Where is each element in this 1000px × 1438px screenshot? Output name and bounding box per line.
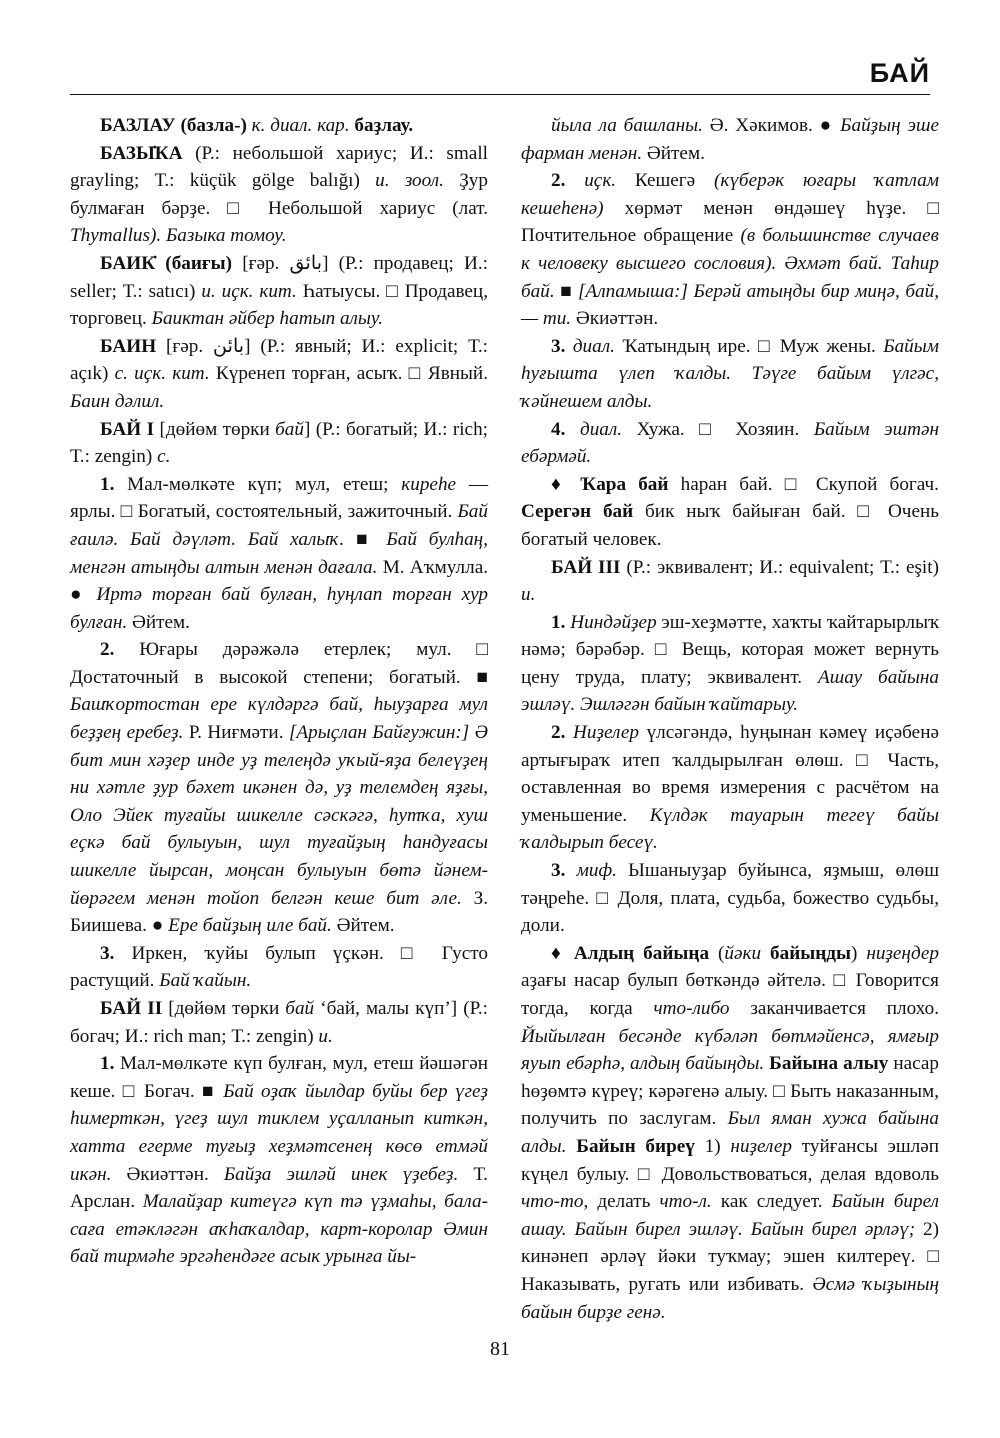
body-text: бик ныҡ байыған бай. □ Очень богатый человек. xyxy=(521,501,939,550)
body-text: Күренеп торған, асыҡ. □ Явный. xyxy=(209,363,488,385)
entry-paragraph xyxy=(521,554,939,609)
italic-text: Йыйылған бесәнде күбәләп бөтмәйенсә, ямғыр яуып ебәрһә, алдың байыңды. xyxy=(521,1025,939,1075)
headword-text: 2. xyxy=(100,639,140,661)
entry-paragraph xyxy=(70,250,488,333)
italic-text: и. xyxy=(521,584,536,606)
italic-text: диал. xyxy=(579,418,623,440)
entry-paragraph xyxy=(521,940,939,1326)
italic-text: Ниндәйҙер xyxy=(570,611,657,633)
body-text: М. Аҡмулла. ● xyxy=(70,556,489,606)
header-rule xyxy=(70,94,930,95)
italic-text: киреһе xyxy=(401,473,457,495)
body-text: үлсәгәндә, һуңынан кәмеү иҫәбенә артығыраҡ итеп ҡалдырылған өлөш. □ Часть, оставленная во время измерения с расчётом на уменьшение. xyxy=(521,722,939,826)
body-text: Һатыусы. □ Продавец, торговец. xyxy=(70,280,488,330)
body-text: заканчивается плохо. xyxy=(729,998,939,1019)
right-column xyxy=(521,112,939,1326)
italic-text: Байҙың эше фарман менән. xyxy=(521,115,939,164)
headword-text: 4. xyxy=(551,418,580,440)
italic-text: ниҙелер xyxy=(730,1135,793,1157)
entry-paragraph xyxy=(70,112,488,140)
headword-text: БАЙ II xyxy=(100,998,169,1019)
entry-paragraph xyxy=(70,1050,488,1271)
body-text: ♦ xyxy=(551,473,581,495)
italic-text: что-то xyxy=(521,1191,584,1213)
headword-text: баҙлау. xyxy=(354,115,414,136)
headword-text: БАЙ III xyxy=(551,556,627,578)
headword-text: 3. xyxy=(551,335,573,357)
body-text: З. Биишева. ● xyxy=(70,887,488,937)
body-text: , делать xyxy=(583,1191,660,1213)
italic-text: Байын бирел ашау. Байын бирел эшләү. Байын бирел әрләү; xyxy=(521,1191,939,1240)
italic-text: Бай оҙаҡ йылдар буйы бер үгеҙ һимерткән, үгеҙ шул тиклем уҫалланып киткән, хатта егерме туғыҙ хеҙмәтсенең көсө етмәй икән. xyxy=(70,1080,488,1185)
entry-paragraph xyxy=(70,416,488,471)
body-text: насар һөҙөмтә күреү; кәрәгенә алыу. □ Быть наказанным, получить по заслугам. xyxy=(521,1053,939,1130)
body-text: Ҡатындың ире. □ Муж жены. xyxy=(614,335,884,357)
body-text: [ғәр. بائن] (Р.: явный; И.: explicit; Т.: açık) xyxy=(70,335,489,385)
italic-text: Байҙа эшләй инек үҙебеҙ. xyxy=(223,1163,459,1185)
headword-text: Ҡара бай xyxy=(580,473,669,495)
italic-text: Баиктан әйбер һатып алыу. xyxy=(151,308,384,330)
italic-text: и. xyxy=(318,1025,333,1047)
italic-text: [Алпамыша:] Берәй атыңды бир миңә, бай, — ти. xyxy=(521,280,939,330)
body-text: [дөйөм төрки xyxy=(168,998,286,1019)
italic-text: Иртә торған бай булған, һуңлап торған хур булған. xyxy=(70,584,488,633)
body-text: Әкиәттән. xyxy=(111,1163,224,1185)
italic-text: иҫк. xyxy=(584,170,617,192)
headword-text: байыңды xyxy=(770,942,851,964)
entry-paragraph xyxy=(521,609,939,719)
body-text: Мал-мөлкәте күп булған, мул, етеш йәшәгән кеше. □ Богач. ■ xyxy=(70,1053,488,1102)
entry-paragraph xyxy=(521,471,939,554)
body-text: Мал-мөлкәте күп; мул, етеш; xyxy=(127,473,402,495)
body-text: 2) кинәнеп әрләү йәки туҡмау; эшен килтереү. □ Наказывать, ругать или избивать. xyxy=(521,1218,939,1295)
body-text: Ҙур булмаған бәрҙе. □ Небольшой хариус (лат. xyxy=(70,170,488,219)
headword-text: БАИН xyxy=(100,335,166,357)
italic-text: Thymallus). Базыка томоу. xyxy=(70,225,287,247)
entry-paragraph xyxy=(70,995,488,1050)
italic-text: ниҙеңдер xyxy=(866,942,939,964)
entry-paragraph xyxy=(521,416,939,471)
body-text: Юғары дәрәжәлә етерлек; мул. □ Достаточный в высокой степени; богатый. ■ xyxy=(70,639,489,688)
italic-text: Бай булһаң, менгән атыңды алтын менән дағала. xyxy=(70,528,488,578)
italic-text: и. зоол. xyxy=(375,170,444,192)
body-text: [дөйөм төрки xyxy=(159,418,276,440)
left-column xyxy=(70,112,488,1271)
body-text: — ярлы. □ Богатый, состоятельный, зажиточный. xyxy=(70,473,489,523)
headword-text: БАЗЫ̇КА xyxy=(100,142,196,164)
headword-text: 1. xyxy=(100,473,128,495)
body-text: Әйтем. xyxy=(331,915,395,937)
italic-text: диал. xyxy=(572,335,615,357)
body-text: ♦ xyxy=(551,942,574,964)
page-number: 81 xyxy=(490,1338,510,1360)
headword-text: 1. xyxy=(100,1053,120,1075)
entry-paragraph xyxy=(521,167,939,333)
entry-paragraph xyxy=(70,333,488,416)
italic-text: Ашау байына эшләү. Эшләгән байын ҡайтарыу. xyxy=(521,666,939,716)
entry-paragraph xyxy=(70,636,488,940)
italic-text: Ниҙелер xyxy=(573,722,639,744)
body-text: Әйтем. xyxy=(642,142,705,164)
italic-text: бай xyxy=(275,418,304,440)
headword-text: 3. xyxy=(100,942,132,964)
body-text: ] (Р.: богатый; И.: rich; Т.: zengin) xyxy=(70,418,488,468)
body-text: Хужа. □ Хозяин. xyxy=(622,418,814,440)
italic-text: Күлдәк тауарын тегеү байы ҡалдырып бесеү. xyxy=(521,804,939,854)
italic-text: Бай ғаилә. Бай дәүләт. Бай халыҡ. xyxy=(70,501,488,550)
body-text: [ғәр. بائق] (Р.: продавец; И.: seller; Т.: satıcı) xyxy=(70,252,488,302)
italic-text: Бай ҡайын. xyxy=(159,970,252,992)
body-text: Р. Ниғмәти. xyxy=(183,722,289,744)
italic-text: Әсмә ҡыҙының байын бирҙе генә. xyxy=(521,1273,939,1323)
body-text: ■ xyxy=(344,528,387,550)
italic-text: йәки xyxy=(724,942,771,964)
italic-text: Баин дәлил. xyxy=(70,390,165,412)
italic-text: что-либо xyxy=(653,998,730,1019)
headword-text: 2. xyxy=(551,170,585,192)
body-text: Т. Арслан. xyxy=(70,1163,488,1213)
italic-text: (күберәк юғары ҡатлам кешеһенә) xyxy=(521,170,939,219)
body-text: ( xyxy=(718,942,725,964)
body-text xyxy=(566,1136,576,1157)
italic-text: к. диал. кар. xyxy=(251,115,355,136)
italic-text: Башҡортостан ере күлдәргә бай, һыуҙарға мул беҙҙең еребеҙ. xyxy=(70,694,488,744)
headword-text: Байына алыу xyxy=(769,1053,889,1075)
body-text: туйғансы эшләп күңел булыу. □ Довольствоваться, делая вдоволь xyxy=(521,1135,940,1185)
entry-paragraph xyxy=(70,140,488,250)
italic-text: с. иҫк. кит. xyxy=(114,363,210,385)
body-text: эш-хеҙмәтте, хаҡты ҡайтарырлыҡ нәмә; бәрәбәр. □ Вещь, которая может вернуть цену труда, плату; эквивалент. xyxy=(521,611,940,688)
italic-text: что-л. xyxy=(659,1191,712,1213)
italic-text: миф. xyxy=(576,860,617,882)
entry-paragraph xyxy=(521,333,939,416)
headword-text: БАЙ I xyxy=(100,418,160,440)
italic-text: Ере байҙың иле бай. xyxy=(168,915,332,937)
body-text: как следует. xyxy=(711,1191,832,1213)
headword-text: БАИК̇ (баиғы) xyxy=(100,252,243,274)
italic-text: Был яман хужа байына алды. xyxy=(521,1108,939,1157)
entry-paragraph xyxy=(521,112,939,167)
italic-text: с. xyxy=(157,446,171,468)
body-text: ■ xyxy=(554,280,579,302)
body-text: Ә. Хәкимов. ● xyxy=(702,115,841,136)
italic-text: йыла ла башланы. xyxy=(551,115,703,136)
entry-paragraph xyxy=(70,471,488,637)
body-text: Ышаныуҙар буйынса, яҙмыш, өлөш тәңреһе. □ Доля, плата, судьба, божество судьбы, доли. xyxy=(521,860,940,937)
body-text: ) xyxy=(850,942,867,964)
headword-text: Байын биреү xyxy=(576,1135,695,1157)
body-text: Әйтем. xyxy=(127,611,190,633)
body-text: һаран бай. □ Скупой богач. xyxy=(668,473,939,495)
italic-text: бай xyxy=(285,998,315,1019)
headword-text: Серегән бай xyxy=(521,501,634,523)
headword-text: Алдың байыңа xyxy=(573,942,718,964)
headword-text: БАЗЛАУ (базла-) xyxy=(100,115,252,136)
body-text: (Р.: эквивалент; И.: equivalent; Т.: eşit) xyxy=(626,556,939,578)
body-text: 1) xyxy=(694,1135,731,1157)
body-text: Иркен, ҡуйы булып үҫкән. □ Густо растущий. xyxy=(70,942,489,992)
body-text: ‘бай, малы күп’] (Р.: богач; И.: rich man; Т.: zengin) xyxy=(70,998,488,1047)
italic-text: (в большинстве случаев к человеку высшего сословия). Әхмәт бай. Таһир бай. xyxy=(521,225,939,302)
italic-text: и. иҫк. кит. xyxy=(201,280,297,302)
body-text: аҙағы насар булып бөткәндә әйтелә. □ Говорится тогда, когда xyxy=(521,970,939,1019)
entry-paragraph xyxy=(521,719,939,857)
italic-text: Байым һуғышта үлеп ҡалды. Тәүге байым үлгәс, ҡәйнешем алды. xyxy=(521,335,940,412)
italic-text: Байым эштән ебәрмәй. xyxy=(521,418,939,468)
entry-paragraph xyxy=(70,940,488,995)
body-text: Әкиәттән. xyxy=(571,308,659,330)
body-text: хөрмәт менән өндәшеү һүҙе. □ Почтительное обращение xyxy=(521,197,939,247)
headword-text: 2. xyxy=(551,722,574,744)
italic-text: [Арыҫлан Байғужин:] Ә бит мин хәҙер инде уҙ телеңдә уҡый-яҙа белеүҙең ни хәтле ҙур бәхет икәнен дә, уҙ телемдең яҙғы, Оло Эйек туғайы шикелле сәскәгә, һутҡа, хуш еҫкә бай булыуын, шул туғайҙың һандуғасы шикелле йырсан, моңсан булыуын бөтә йәнем-йөрәгем менән тойоп белгән кеше бит әле. xyxy=(70,722,489,909)
body-text: Кешегә xyxy=(616,170,714,192)
headword-text: 1. xyxy=(551,611,571,633)
headword-text: 3. xyxy=(551,860,577,882)
running-head: БАЙ xyxy=(869,58,930,88)
body-text: (Р.: небольшой хариус; И.: small grayling; Т.: küçük gölge balığı) xyxy=(70,142,488,192)
entry-paragraph xyxy=(521,857,939,940)
italic-text: Малайҙар китеүгә күп тә үҙмаһы, бала-саға етәкләгән аҡһаҡалдар, карт-королар Әмин бай тирмәһе эргәһендәге асык урынға йы- xyxy=(70,1191,488,1268)
